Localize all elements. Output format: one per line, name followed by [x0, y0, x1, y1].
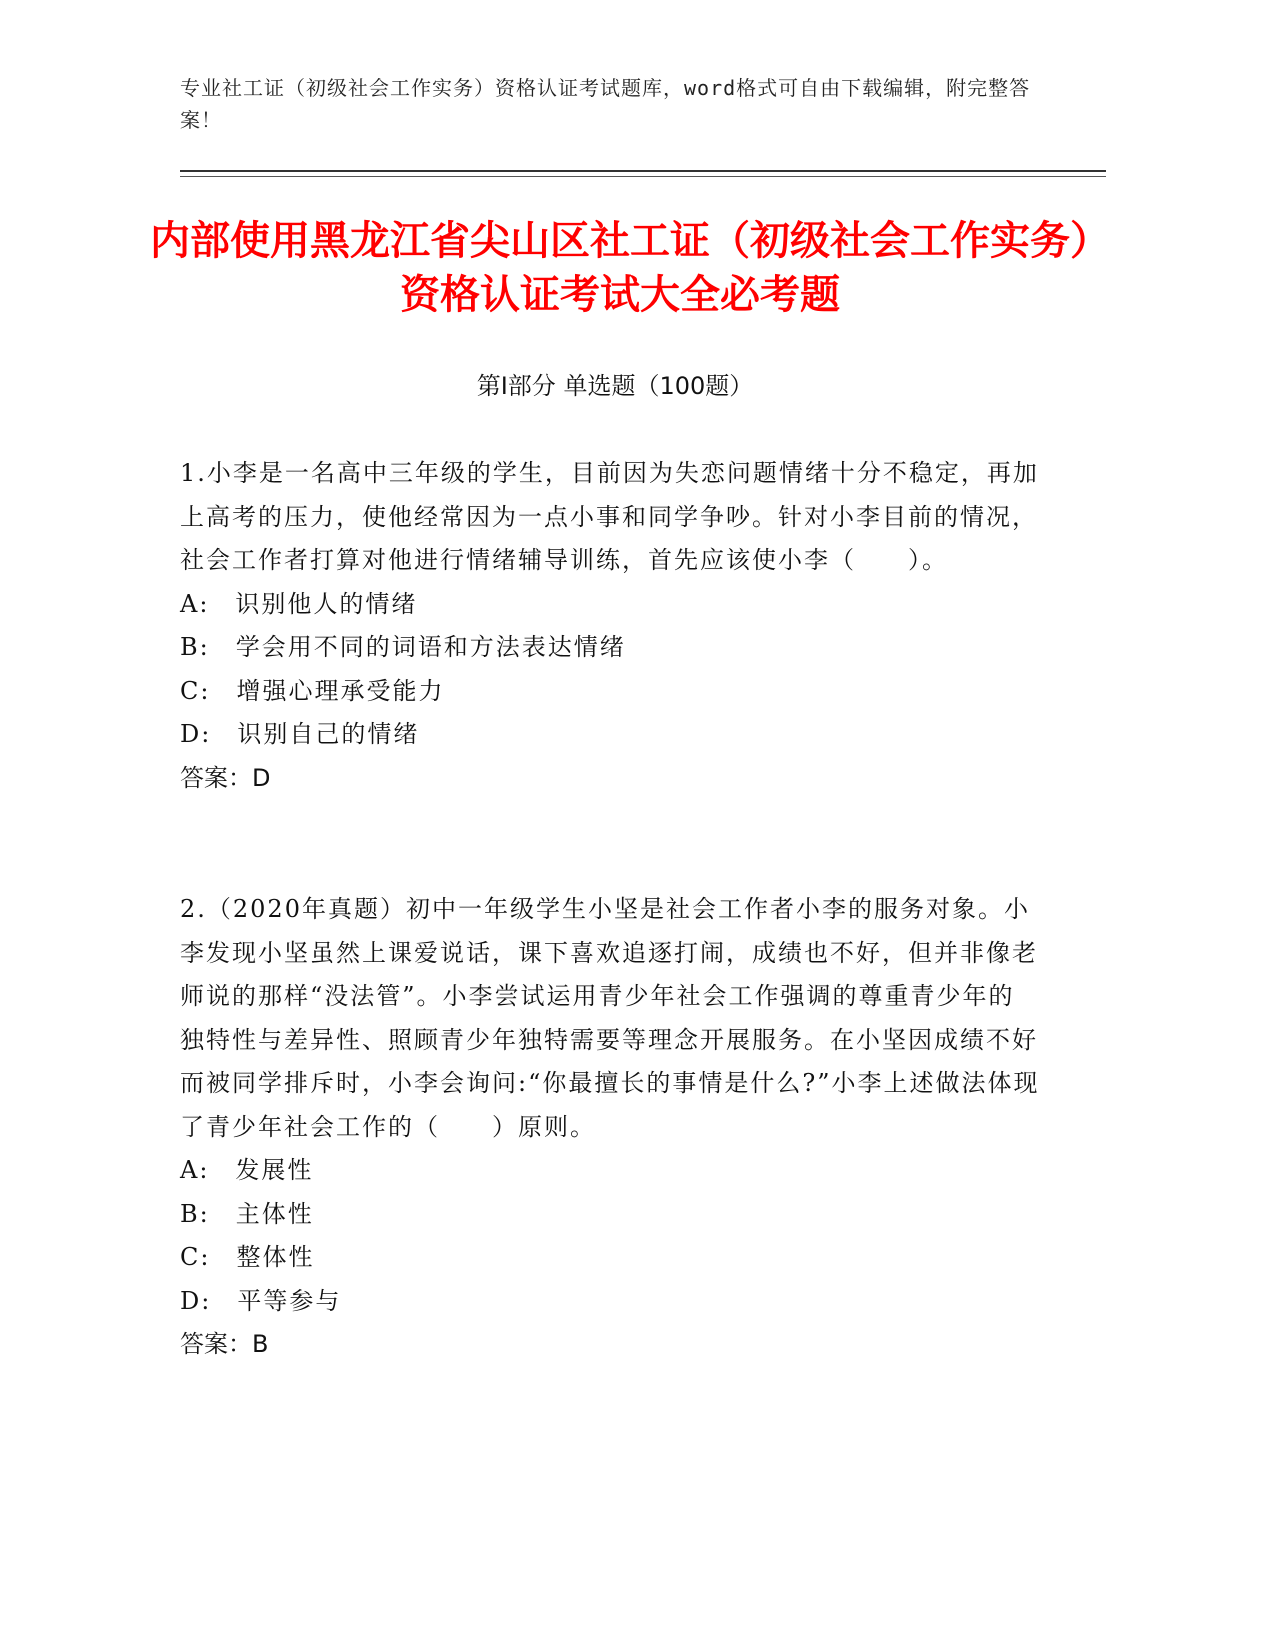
option-b: B: 学会用不同的词语和方法表达情绪 [180, 633, 626, 661]
section-title: 第I部分 单选题（100题） [476, 372, 754, 400]
question-1 [180, 452, 1040, 800]
option-c: C: 增强心理承受能力 [180, 676, 445, 705]
header-divider-thin [180, 176, 1106, 177]
option-d: D: 平等参与 [180, 1286, 342, 1315]
question-stem: 1.小李是一名高中三年级的学生，目前因为失恋问题情绪十分不稳定，再加上高考的压力，使他经常因为一点小事和同学争吵。针对小李目前的情况，社会工作者打算对他进行情绪辅导训练，首先应该使小李（ ）。 [180, 459, 1039, 574]
document-title: 内部使用黑龙江省尖山区社工证（初级社会工作实务）资格认证考试大全必考题 [150, 218, 1090, 318]
answer-line: 答案：D [180, 763, 271, 792]
header-divider-thick [180, 170, 1106, 172]
option-b: B: 主体性 [180, 1199, 314, 1228]
answer-line: 答案：B [180, 1330, 269, 1358]
option-a: A: 发展性 [180, 1156, 314, 1184]
option-c: C: 整体性 [180, 1243, 315, 1271]
question-2 [180, 888, 1040, 1367]
header-note: 专业社工证（初级社会工作实务）资格认证考试题库，word格式可自由下载编辑，附完整答案！ [180, 76, 1031, 132]
question-stem: 2.（2020年真题）初中一年级学生小坚是社会工作者小李的服务对象。小李发现小坚虽然上课爱说话，课下喜欢追逐打闹，成绩也不好，但并非像老师说的那样“没法管”。小李尝试运用青少年社会工作强调的尊重青少年的独特性与差异性、照顾青少年独特需要等理念开展服务。在小坚因成绩不好而被同学排斥时，小李会询问:“你最擅长的事情是什么?”小李上述做法体现了青少年社会工作的（ ）原则。 [180, 895, 1040, 1141]
option-d: D: 识别自己的情绪 [180, 720, 420, 748]
option-a: A: 识别他人的情绪 [180, 589, 418, 618]
